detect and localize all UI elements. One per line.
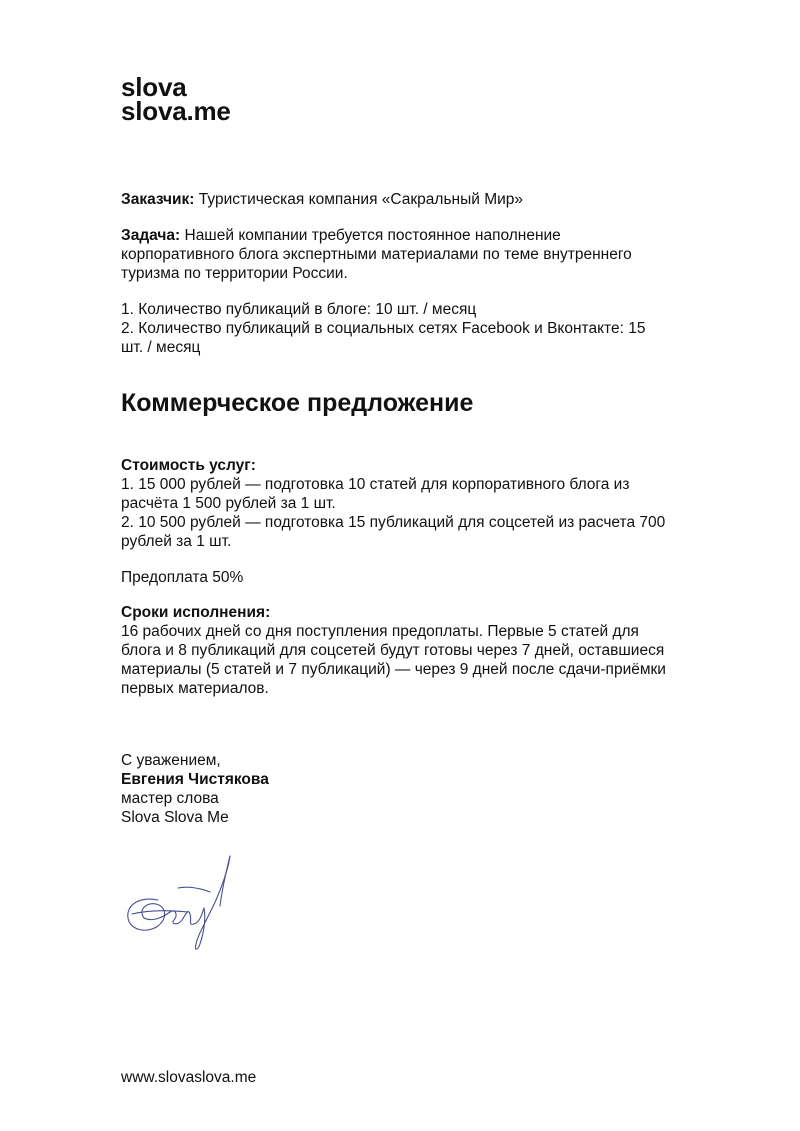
page-title: Коммерческое предложение xyxy=(121,389,474,417)
signer-company: Slova Slova Me xyxy=(121,809,229,826)
task-block xyxy=(121,226,666,283)
website-link[interactable]: www.slovaslova.me xyxy=(121,1069,257,1086)
cost-title: Стоимость услуг: xyxy=(121,457,256,474)
prepayment xyxy=(121,568,681,587)
task-text: Нашей компании требуется постоянное наполнение корпоративного блога экспертными материалами по теме внутреннего туризма по территории России. xyxy=(121,227,632,282)
task-item: 2. Количество публикаций в социальных сетях Facebook и Вконтакте: 15 шт. / месяц xyxy=(121,320,646,356)
prepayment-text: Предоплата 50% xyxy=(121,569,244,586)
client-line xyxy=(121,190,681,209)
deadlines-title: Сроки исполнения: xyxy=(121,604,271,621)
cost-block xyxy=(121,456,666,551)
handwritten-signature xyxy=(118,848,248,958)
deadlines-block xyxy=(121,603,669,698)
signer-role: мастер слова xyxy=(121,790,219,807)
task-label: Задача: xyxy=(121,227,181,244)
client-label: Заказчик: xyxy=(121,191,195,208)
deadlines-text: 16 рабочих дней со дня поступления предоплаты. Первые 5 статей для блога и 8 публикаций для соцсетей будут готовы через 7 дней, оставшиеся материалы (5 статей и 7 публикаций) — через 9 дней после сдачи-приёмки первых материалов. xyxy=(121,623,666,697)
logo xyxy=(121,72,231,126)
cost-item: 2. 10 500 рублей — подготовка 15 публикаций для соцсетей из расчета 700 рублей за 1 шт. xyxy=(121,514,666,550)
cost-item: 1. 15 000 рублей — подготовка 10 статей для корпоративного блога из расчёта 1 500 рублей за 1 шт. xyxy=(121,476,630,512)
signer-name: Евгения Чистякова xyxy=(121,771,269,788)
closing-regards: С уважением, xyxy=(121,752,221,769)
task-item: 1. Количество публикаций в блоге: 10 шт. / месяц xyxy=(121,301,477,318)
logo-line-1: slova xyxy=(121,72,187,102)
logo-line-2: slova.me xyxy=(121,96,231,126)
task-list xyxy=(121,300,661,357)
closing-block xyxy=(121,751,681,827)
client-value: Туристическая компания «Сакральный Мир» xyxy=(194,191,524,208)
